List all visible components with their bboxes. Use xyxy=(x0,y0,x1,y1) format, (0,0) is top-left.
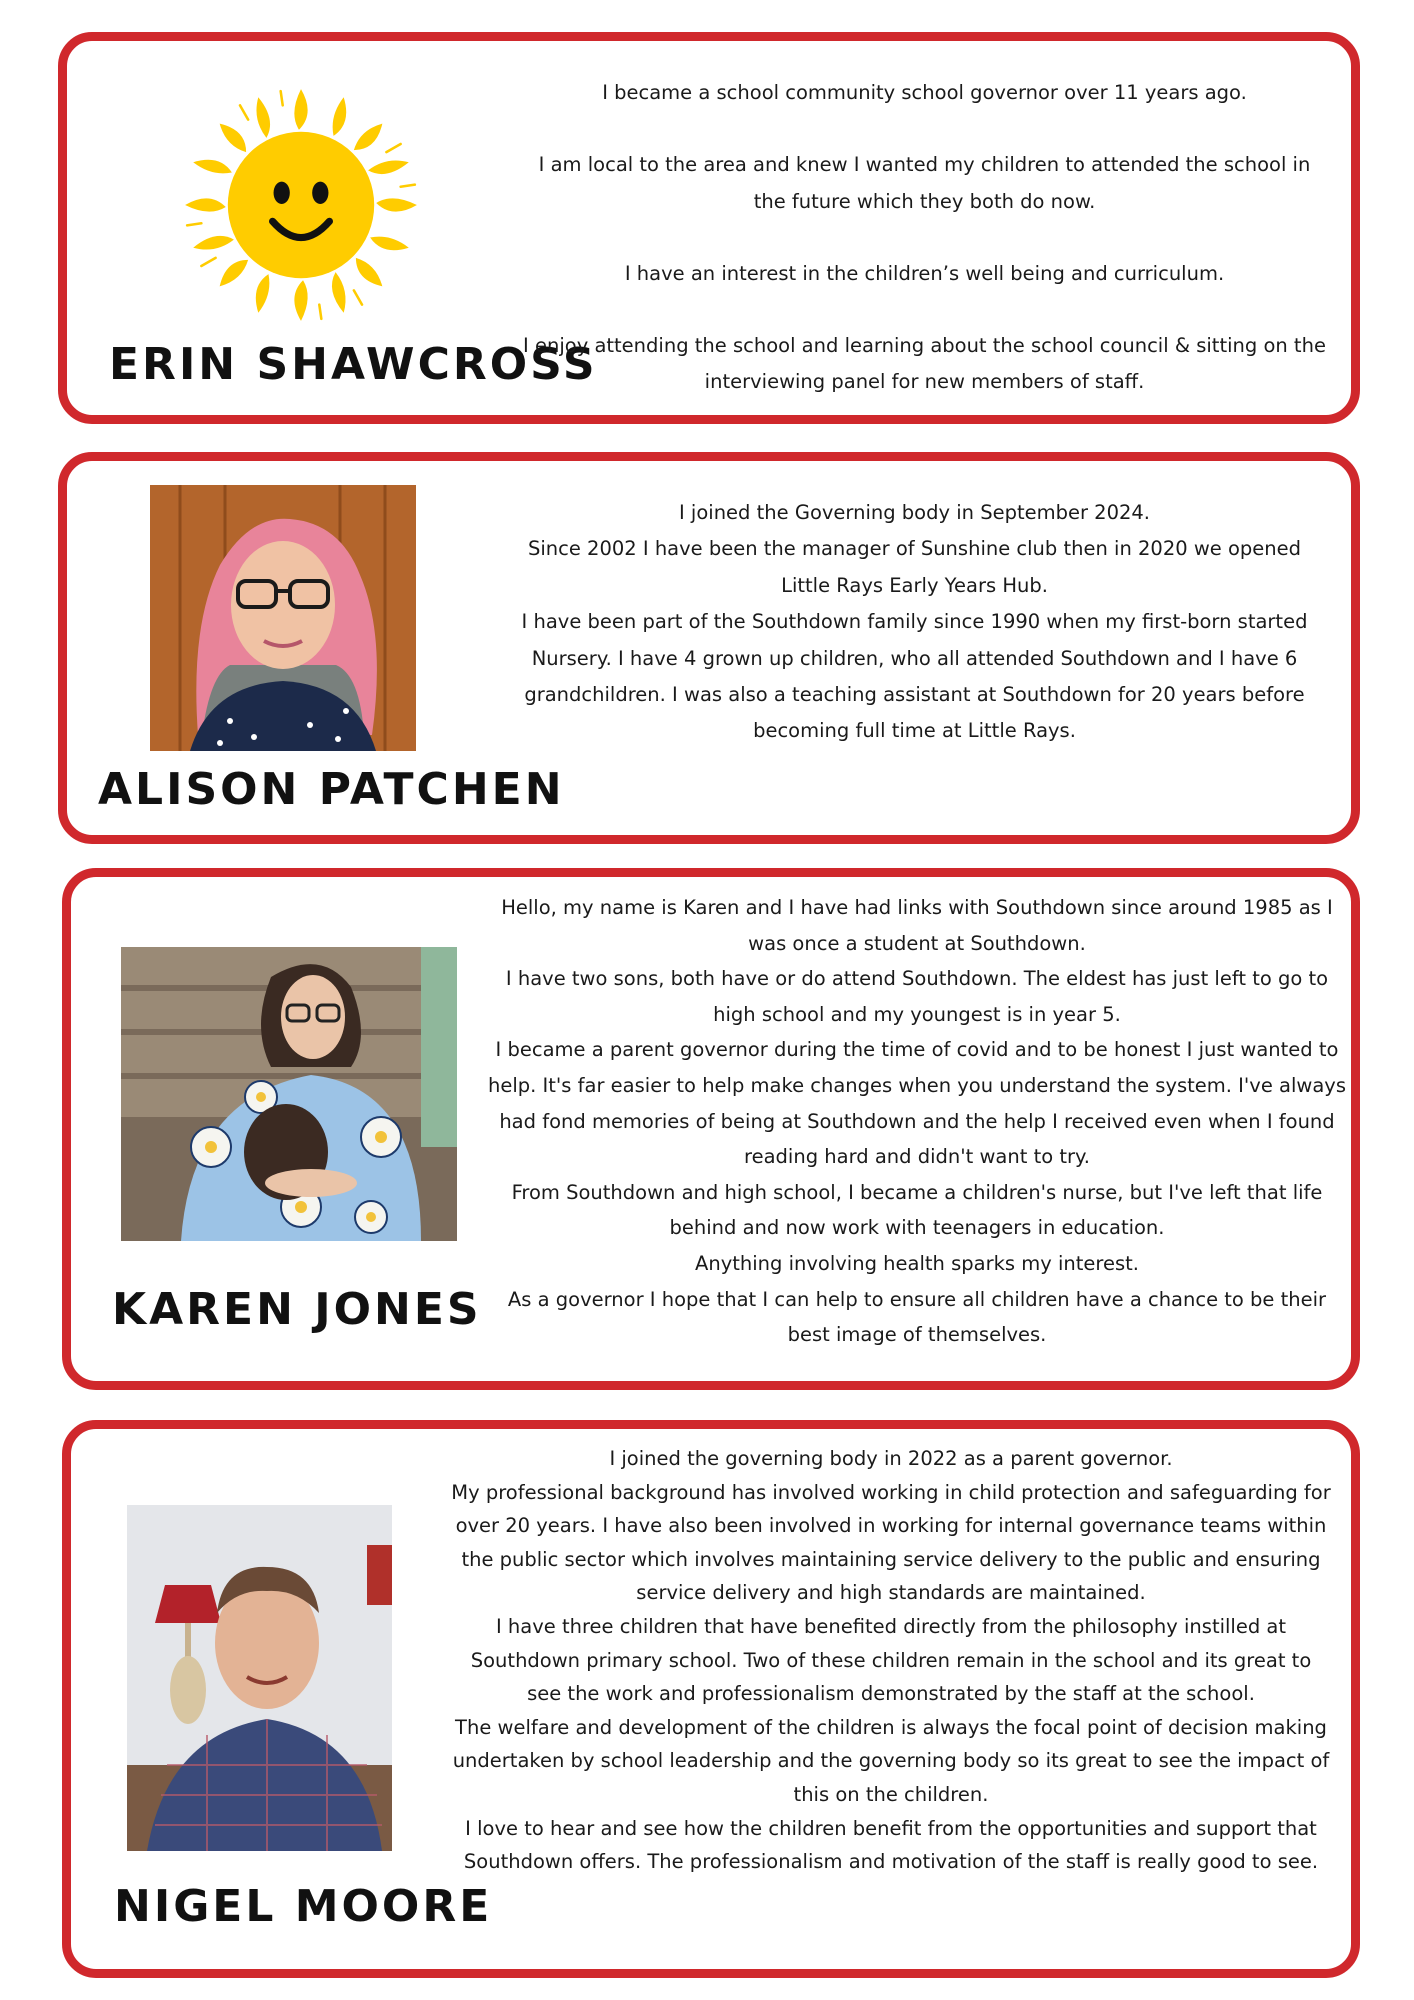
bio-paragraph: I enjoy attending the school and learning about the school council & sitting on the interviewing panel for new members of staff. xyxy=(523,333,1326,393)
bio-paragraph: I have an interest in the children’s well being and curriculum. xyxy=(624,261,1225,285)
bio-paragraph: I joined the governing body in 2022 as a parent governor. xyxy=(609,1447,1173,1470)
portrait-photo xyxy=(150,485,416,751)
bio-paragraph: I have been part of the Southdown family since 1990 when my first-born started Nursery. I have 4 grown up children, who all attended Southdown and I have 6 grandchildren. I was also a teaching assistant at Southdown for 20 years before becoming full time at Little Rays. xyxy=(521,610,1308,743)
governor-name: KAREN JONES xyxy=(112,1284,482,1335)
governor-bio xyxy=(522,75,1327,401)
governor-card-nigel xyxy=(62,1420,1360,1978)
bio-paragraph: I love to hear and see how the children benefit from the opportunities and support that Southdown offers. The professionalism and motivation of the staff is really good to see. xyxy=(463,1816,1319,1874)
bio-paragraph: I have two sons, both have or do attend Southdown. The eldest has just left to go to high school and my youngest is in year 5. xyxy=(505,967,1329,1026)
governor-card-alison xyxy=(58,452,1360,844)
governor-bio xyxy=(512,495,1317,750)
bio-paragraph: Since 2002 I have been the manager of Sunshine club then in 2020 we opened Little Rays Early Years Hub. xyxy=(527,537,1302,597)
bio-paragraph: I am local to the area and knew I wanted my children to attended the school in the future which they both do now. xyxy=(538,153,1311,213)
sun-icon xyxy=(179,83,423,327)
bio-paragraph: Hello, my name is Karen and I have had links with Southdown since around 1985 as I was once a student at Southdown. xyxy=(501,896,1333,955)
governor-card-erin xyxy=(58,32,1360,424)
governor-card-karen xyxy=(62,868,1360,1390)
portrait-photo xyxy=(121,947,457,1241)
bio-paragraph: Anything involving health sparks my interest. xyxy=(695,1251,1139,1275)
governor-name: ERIN SHAWCROSS xyxy=(109,339,598,390)
governor-bio xyxy=(451,1442,1331,1879)
portrait-photo xyxy=(127,1505,392,1851)
governor-name: NIGEL MOORE xyxy=(114,1881,493,1932)
bio-paragraph: I joined the Governing body in September 2024. xyxy=(678,501,1151,524)
bio-paragraph: My professional background has involved working in child protection and safeguarding for over 20 years. I have also been involved in working for internal governance teams within the public sector which involves maintaining service delivery to the public and ensuring service delivery and high standards are maintained. xyxy=(451,1480,1331,1605)
governor-name: ALISON PATCHEN xyxy=(98,764,565,815)
governor-bio xyxy=(487,890,1347,1353)
bio-paragraph: I became a school community school governor over 11 years ago. xyxy=(602,81,1247,104)
bio-paragraph: As a governor I hope that I can help to ensure all children have a chance to be their best image of themselves. xyxy=(507,1287,1327,1347)
bio-paragraph: The welfare and development of the children is always the focal point of decision making undertaken by school leadership and the governing body so its great to see the impact of this on the children. xyxy=(452,1715,1330,1806)
bio-paragraph: I have three children that have benefited directly from the philosophy instilled at Southdown primary school. Two of these children remain in the school and its great to see the work and professionalism demonstrated by the staff at the school. xyxy=(470,1614,1312,1706)
bio-paragraph: I became a parent governor during the time of covid and to be honest I just wanted to help. It's far easier to help make changes when you understand the system. I've always had fond memories of being at Southdown and the help I received even when I found reading hard and didn't want to try. xyxy=(487,1038,1346,1169)
bio-paragraph: From Southdown and high school, I became a children's nurse, but I've left that life behind and now work with teenagers in education. xyxy=(511,1180,1323,1240)
